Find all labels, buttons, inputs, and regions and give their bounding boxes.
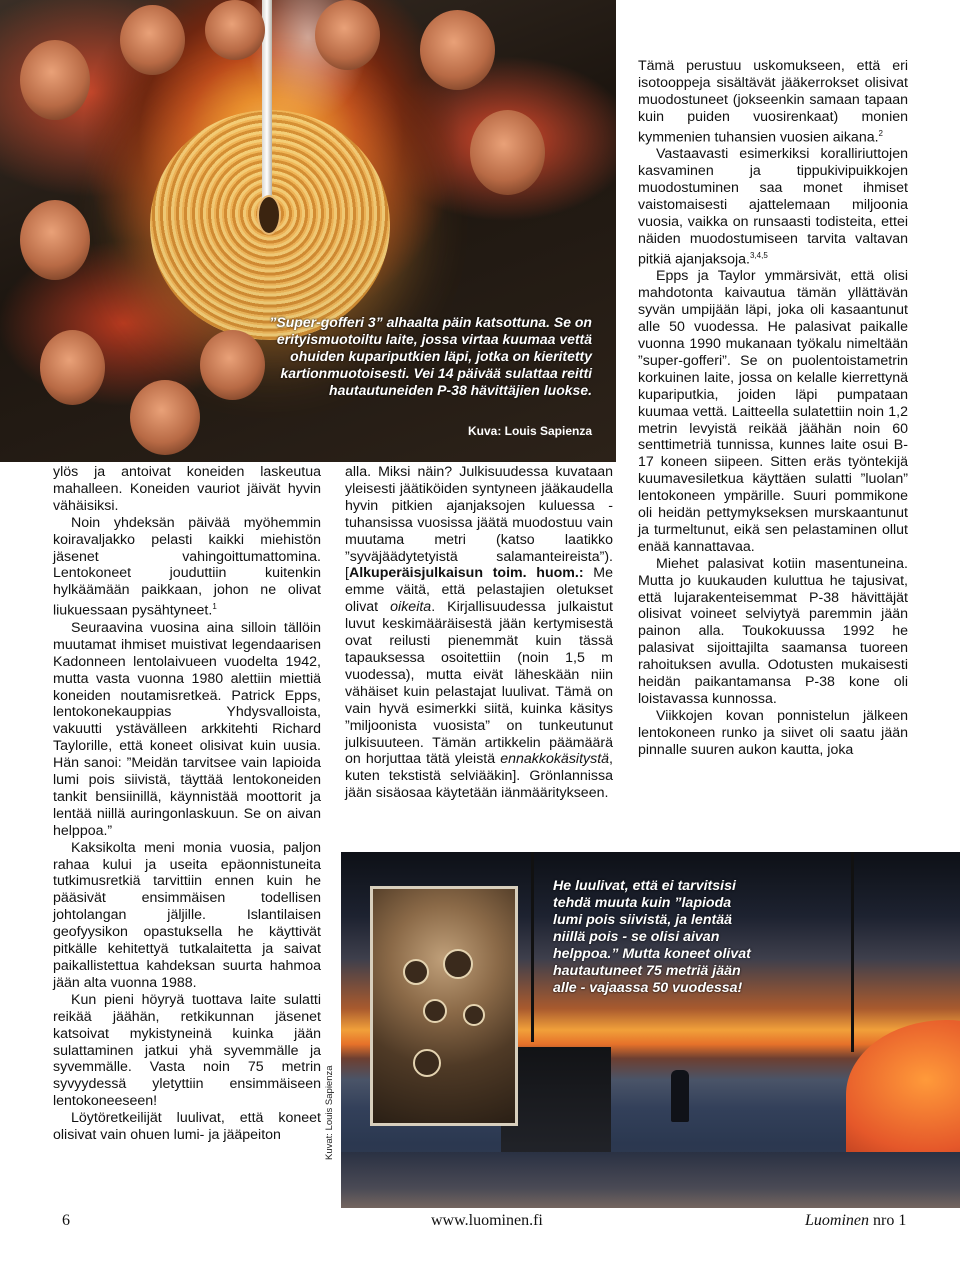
person-face [205, 0, 265, 60]
gauge-dial [413, 1049, 441, 1077]
issue-number: nro 1 [873, 1212, 907, 1229]
footer-url[interactable]: www.luominen.fi [431, 1212, 543, 1229]
person-face [20, 40, 90, 120]
footer-magazine [805, 1212, 906, 1230]
ice-ground [341, 1152, 960, 1208]
paragraph: Epps ja Taylor ymmärsivät, että olisi mahdotonta kaivautua tämän yllättävän syvän umpijään läpi, joka oli kasaantunut alle 50 vuodessa. He palasivat paikalle vuonna 1990 mukanaan työkalu nimeltään ”super-gofferi”. Se on puolentoistametrin korkuinen laite, jossa on kelalle kierrettynä kupariputkia, joiden läpi pumpataan kuumaa vettä. Laitteella sulatettiin noin 1,2 metrin levyistä reikää jäähän noin 60 senttimetriä tunnissa, kunnes laite osui B-17 koneen siipeen. Sitten eräs työntekijä kuumavesiletkua käyttäen sulatti ”luolan” lentokoneen ympärille. Suuri pommikone oli heidän pettymykseksen murskaantunut ja turmeltunut, eikä sen pelastaminen ollut enää kannattavaa. [638, 268, 908, 555]
text-column-3 [638, 58, 908, 759]
paragraph: alla. Miksi näin? Julkisuudessa kuvataan yleisesti jäätiköiden syntyneen jääkaudella hyvin pitkien ajanjaksojen kuluessa - tuhansissa vuosissa jäätä muodostuu vain muutama metri (katso laatikko ”syväjäädytetyistä salamanteireista”). [Alkuperäisjulkaisun toim. huom.: Me emme väitä, että pelastajien oletukset olivat oikeita. Kirjallisuudessa julkaistut luvut keskimääräisestä jään kertymisestä ovat reilusti pienemmät kuin tässä tapauksessa osoitettiin (noin 1,5 m vuodessa), mutta eivät läheskään niin vähäiset kuin pelastajat luulivat. Tämä on vain hyvä esimerkki siitä, kuinka käsitys ”miljoonista vuosista” on tunkeutunut julkisuuteen. Tämän artikkelin päämäärä on horjuttaa tätä yleistä ennakkokäsitystä, kuten tekstistä selviääkin]. Grönlannissa jään sisäosaa käytetään iänmääritykseen. [345, 464, 613, 802]
gauge-dial [423, 999, 447, 1023]
magazine-name: Luominen [805, 1212, 869, 1229]
top-photo-credit: Kuva: Louis Sapienza [467, 424, 592, 438]
page-number: 6 [62, 1212, 70, 1229]
gauge-dial [403, 959, 429, 985]
paragraph: Noin yhdeksän päivää myöhemmin koiravaljakko pelasti kaikki miehistön jäsenet vahingoittumattomina. Lentokoneet jouduttiin kuitenkin hylkäämään paikkaan, johon ne olivat liukuessaan pysähtyneet.$^1$ [53, 514, 321, 619]
photo-credit-vertical: Kuvat: Louis Sapienza [324, 1065, 335, 1160]
paragraph: Miehet palasivat kotiin masentuneina. Mutta jo kuukauden kuluttua he tajusivat, että lujarakenteisemmat P-38 hävittäjät olisivat voineet selviytyä paremmin jään painon alla. Toukokuussa 1992 he palasivat sijoittajilta saamansa tuoreen rahoituksen avulla. Odotusten mukaisesti heidän paikantamansa P-38 kone oli loistavassa kunnossa. [638, 555, 908, 707]
inset-photo-cockpit [370, 886, 518, 1126]
paragraph: Kaksikolta meni monia vuosia, paljon rahaa kului ja useita epäonnistuneita tutkimusretkiä tarvittiin ennen kuin he pääsivät ensimmäisen todellisen johtolangan jäljille. Islantilaisen geofyysikon opastuksella he käyttivät pitkälle kehitettyä tutkalaitetta ja saivat paikallistettua kahdeksan suurta hahmoa jään alta vuonna 1988. [53, 839, 321, 991]
person-face [120, 5, 185, 75]
gauge-dial [443, 949, 473, 979]
paragraph: Vastaavasti esimerkiksi koralliriuttojen kasvaminen ja tippukivipuikkojen muodostuminen saa monet ihmiset vaistomaisesti ajattelemaan miljoonia vuosia, vaikka on runsaasti todisteita, ettei näiden muodostumiseen tarvita valtavan pitkiä ajanjaksoja.$^{3,4,5}$ [638, 146, 908, 268]
paragraph: Viikkojen kovan ponnistelun jälkeen lentokoneen runko ja siivet oli saatu jään pinnalle suuren aukon kautta, joka [638, 707, 908, 758]
pull-quote: He luulivat, että ei tarvitsisi tehdä muuta kuin ”lapioda lumi pois siivistä, ja lentää niillä pois - se olisi aivan helppoa.” Mutta koneet olivat hautautuneet 75 metriä jään alle - vajaassa 50 vuodessa! [553, 878, 751, 996]
antenna-mast [851, 852, 854, 1052]
text-column-1 [53, 464, 321, 1144]
top-photo [0, 0, 616, 462]
top-photo-caption: ”Super-gofferi 3” alhaalta päin katsottuna. Se on erityismuotoiltu laite, jossa virtaa kuumaa vettä ohuiden kupariputkien läpi, jotka on kieritetty kartionmuotoisesti. Vei 14 päivää sulattaa reitti hautautuneiden P-38 hävittäjien luokse. [269, 314, 592, 398]
person-face [200, 330, 265, 400]
person-face [420, 10, 495, 90]
paragraph: Tämä perustuu uskomukseen, että eri isotooppeja sisältävät jääkerrokset olisivat muodostuneet (jokseenkin samaan tapaan kuin puiden vuosirenkaat) monien kymmenien tuhansien vuosien aikana.$^2$ [638, 58, 908, 146]
antenna-mast [531, 852, 534, 1042]
orange-tent [846, 1020, 960, 1170]
person-silhouette [671, 1070, 689, 1122]
text-column-2 [345, 464, 613, 802]
gauge-dial [463, 1004, 485, 1026]
paragraph: Kun pieni höyryä tuottava laite sulatti reikää jäähän, retkikunnan jäsenet katsoivat mykistyneinä kuinka jään sulattaminen jatkui yhä syvemmälle ja syvemmälle. Vasta noin 75 metrin syvyydessä yletyttiin ensimmäiseen lentokoneeseen! [53, 991, 321, 1110]
person-face [130, 380, 200, 455]
paragraph: Löytöretkeilijät luulivat, että koneet olisivat vain ohuen lumi- ja jääpeiton [53, 1110, 321, 1144]
person-face [20, 200, 90, 280]
paragraph: Seuraavina vuosina aina silloin tällöin muutamat ihmiset muistivat legendaarisen Kadonneen lentolaivueen vuodelta 1942, mutta vasta vuonna 1980 alettiin miettiä koneiden noutamisretkeä. Patrick Epps, lentokonekauppias Yhdysvalloista, vakuutti ystävälleen arkkitehti Richard Taylorille, että koneet olisivat kuin uusia. Hän sanoi: ”Meidän tarvitsee vain lapioida lumi pois siivistä, täyttää lentokoneiden tankit bensiinillä, käynnistää moottorit ja lentää niillä auringonlaskuun. Se on aivan helppoa.” [53, 619, 321, 839]
person-face [315, 0, 380, 70]
person-face [40, 330, 105, 405]
coil-center [257, 195, 281, 235]
person-face [470, 110, 545, 195]
paragraph: ylös ja antoivat koneiden laskeutua mahalleen. Koneiden vauriot jäivät hyvin vähäisiksi. [53, 464, 321, 514]
